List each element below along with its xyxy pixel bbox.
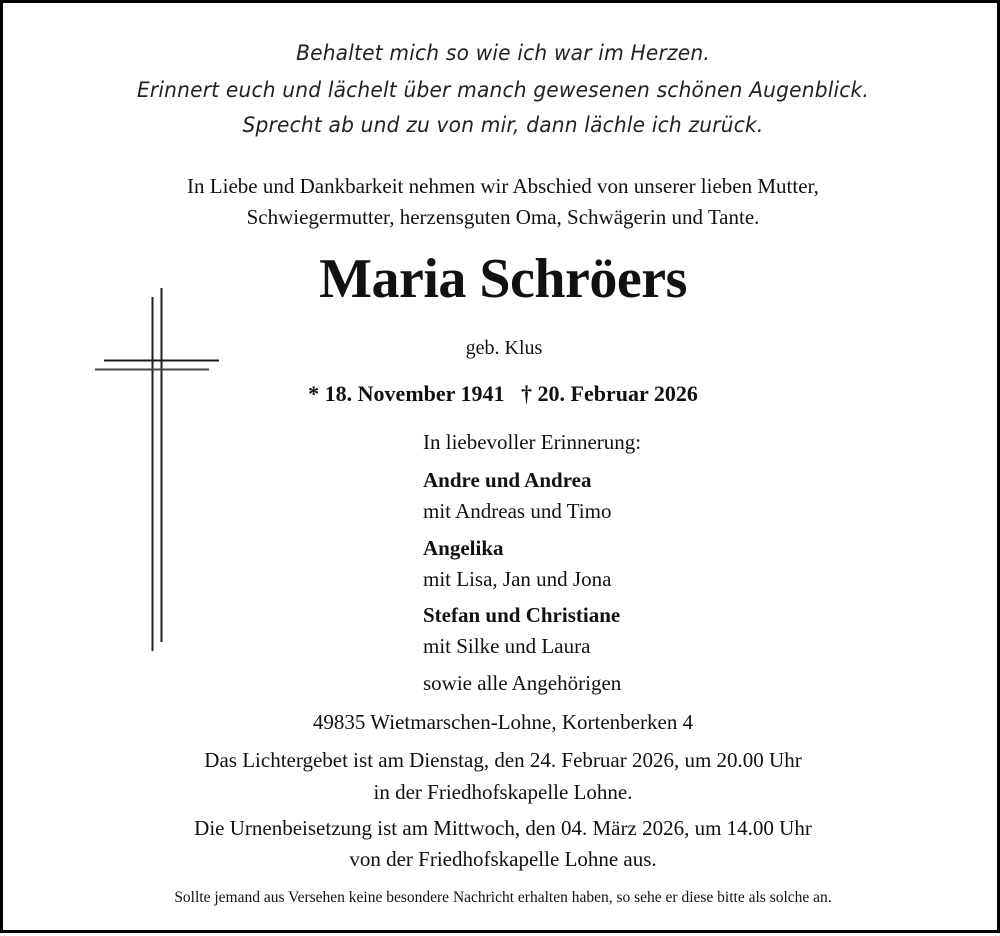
life-dates: * 18. November 1941 † 20. Februar 2026 — [308, 381, 698, 406]
prayer-line-1: Das Lichtergebet ist am Dienstag, den 24. Februar 2026, um 20.00 Uhr — [204, 748, 802, 772]
burial-line-2: von der Friedhofskapelle Lohne aus. — [349, 847, 657, 871]
family-1-name: Andre und Andrea — [423, 468, 592, 492]
poem-line-3: Sprecht ab und zu von mir, dann lächle ich zurück. — [242, 113, 764, 137]
family-3-with: mit Silke und Laura — [423, 634, 591, 658]
family-2-with: mit Lisa, Jan und Jona — [423, 567, 612, 591]
poem-line-1: Behaltet mich so wie ich war im Herzen. — [296, 41, 710, 65]
address: 49835 Wietmarschen-Lohne, Kortenberken 4 — [312, 710, 694, 734]
mourners-heading: In liebevoller Erinnerung: — [423, 430, 642, 454]
footer-note: Sollte jemand aus Versehen keine besondere Nachricht erhalten haben, so sehe er diese bitte als solche an. — [174, 889, 832, 906]
intro-line-2: Schwiegermutter, herzensguten Oma, Schwägerin und Tante. — [246, 205, 760, 229]
family-2-name: Angelika — [423, 536, 504, 560]
burial-line-1: Die Urnenbeisetzung ist am Mittwoch, den 04. März 2026, um 14.00 Uhr — [194, 816, 812, 840]
maiden-name-text: geb. Klus — [465, 337, 543, 359]
family-3-name: Stefan und Christiane — [423, 603, 621, 627]
mourners-closing: sowie alle Angehörigen — [423, 671, 622, 695]
intro-line-1: In Liebe und Dankbarkeit nehmen wir Abschied von unserer lieben Mutter, — [187, 174, 819, 198]
poem-line-2: Erinnert euch und lächelt über manch gewesenen schönen Augenblick. — [136, 78, 870, 102]
deceased-name: Maria Schröers — [319, 248, 687, 310]
prayer-line-2: in der Friedhofskapelle Lohne. — [373, 780, 633, 804]
family-1-with: mit Andreas und Timo — [423, 499, 612, 523]
